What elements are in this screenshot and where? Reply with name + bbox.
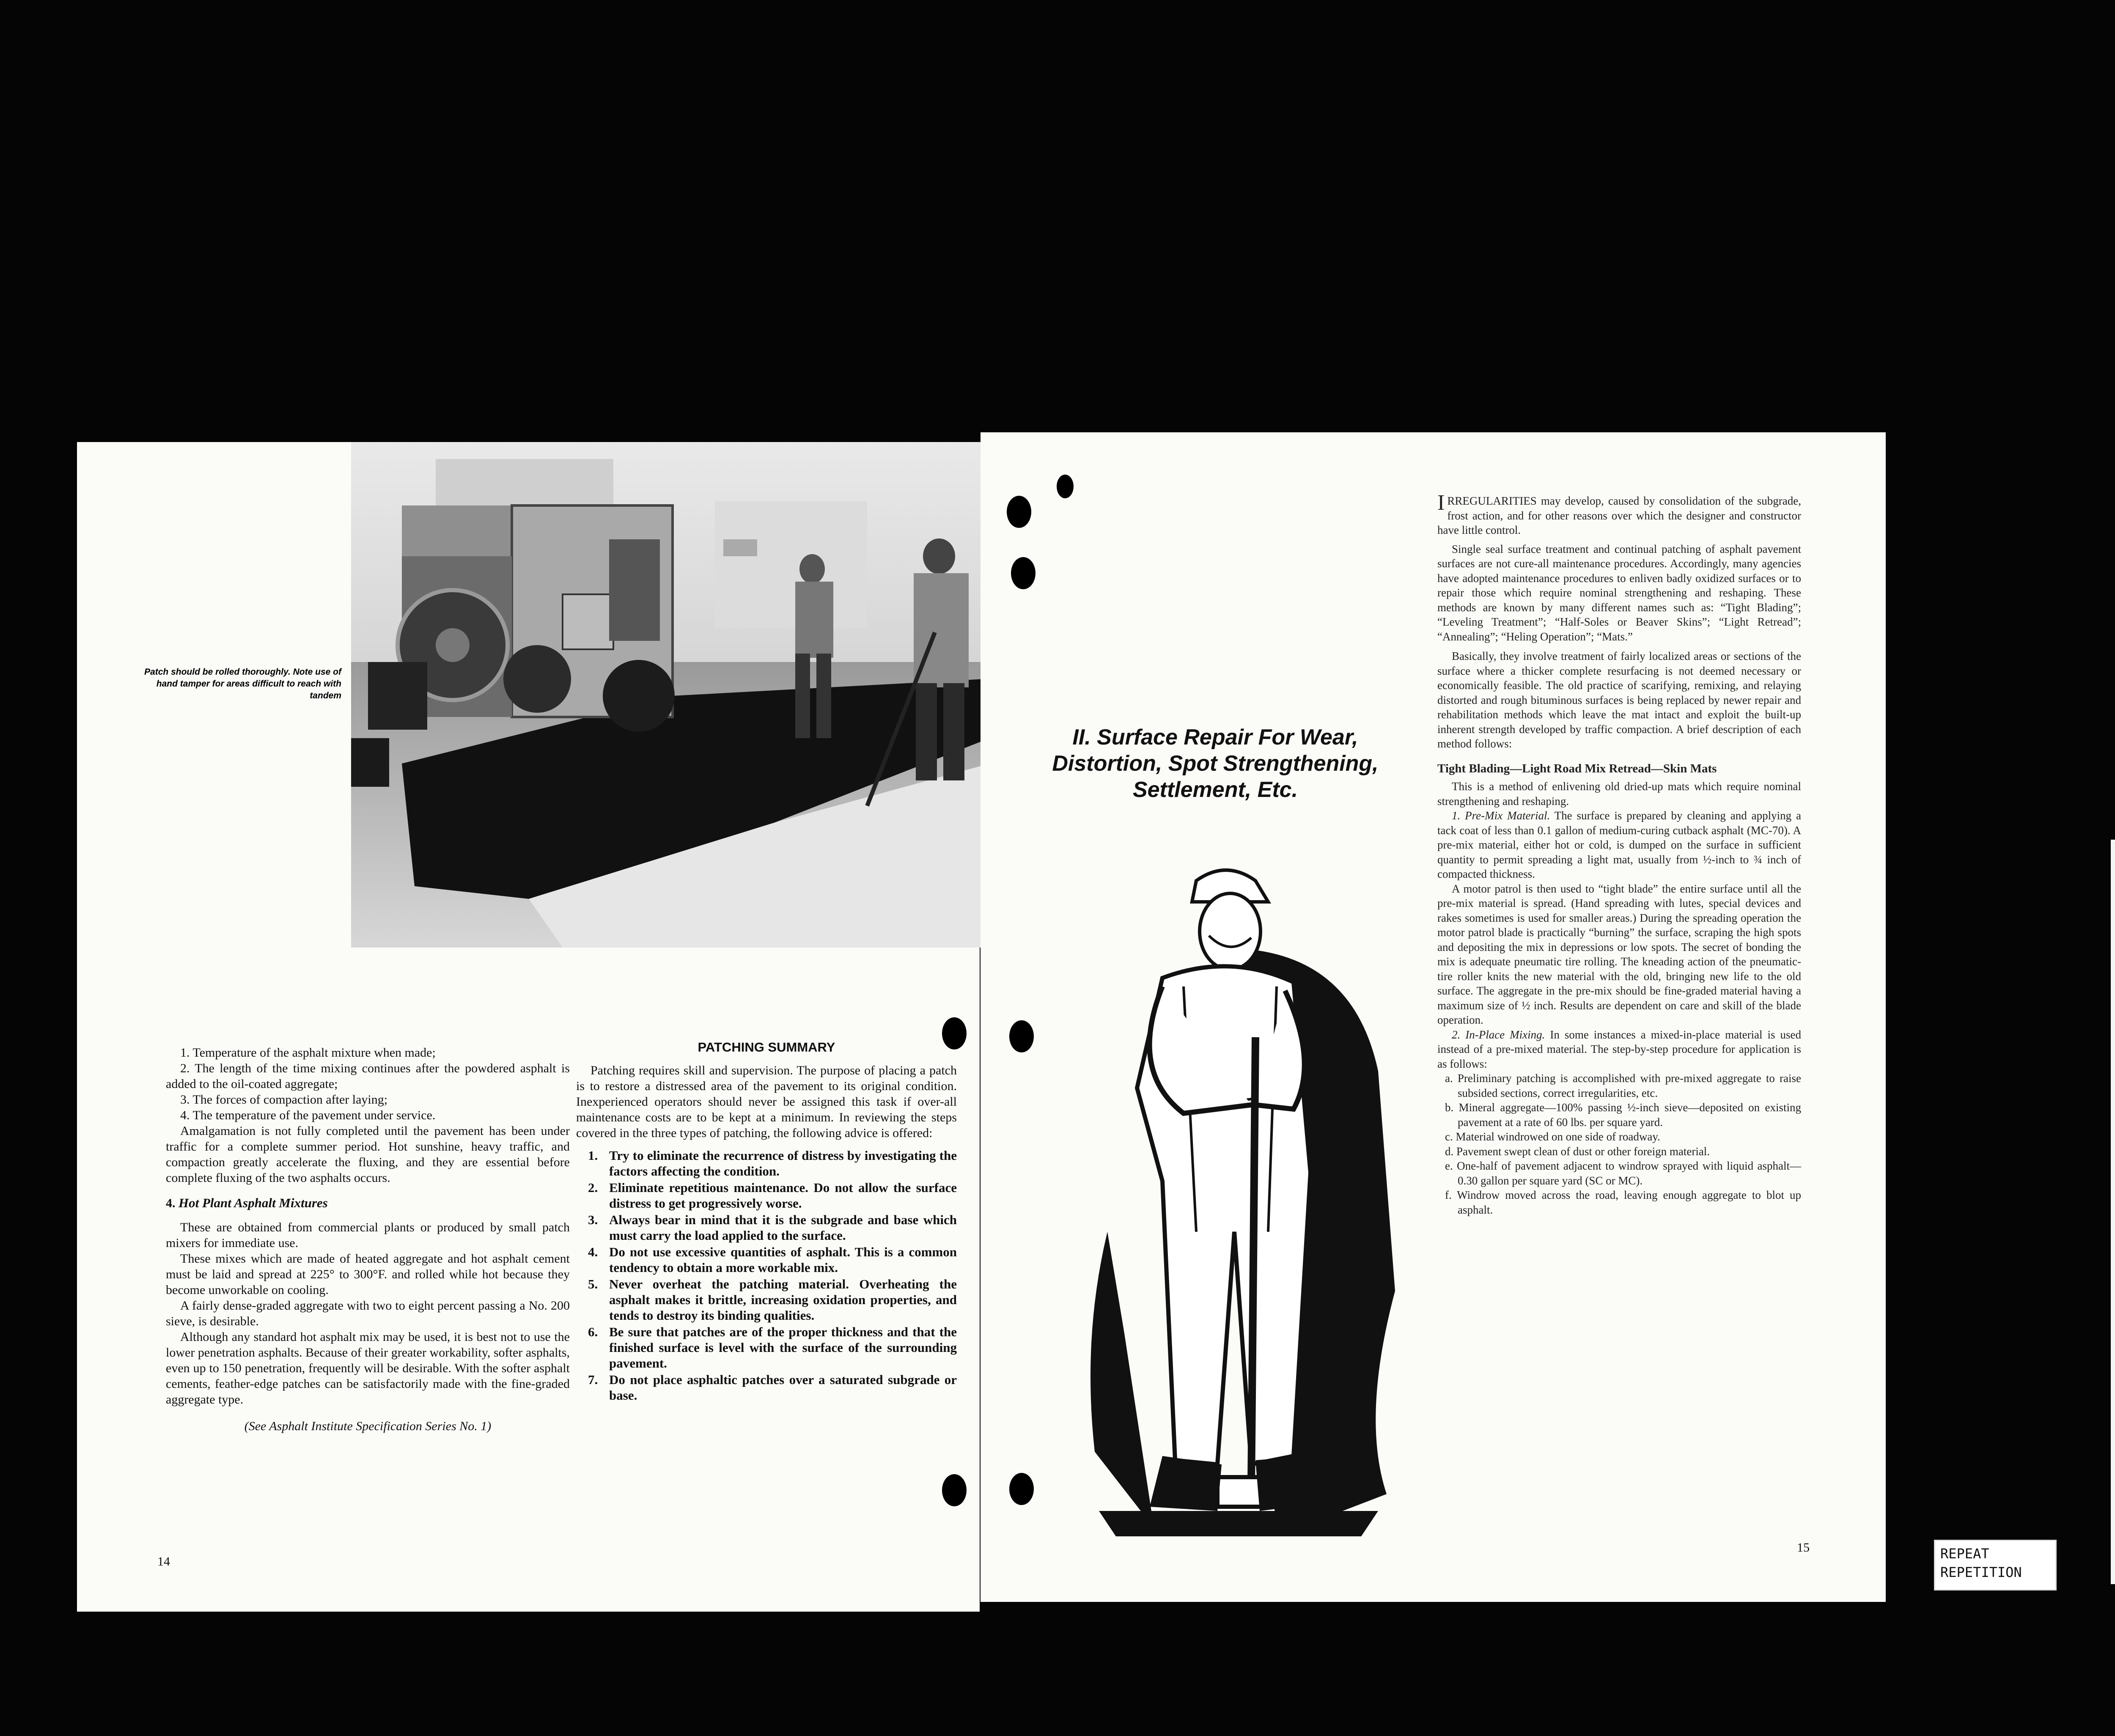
summary-title: PATCHING SUMMARY	[698, 1040, 835, 1055]
photo-caption: Patch should be rolled thoroughly. Note use of hand tamper for areas difficult to reach with tandem	[144, 667, 341, 700]
subheading: Tight Blading—Light Road Mix Retread—Skin Mats	[1437, 761, 1717, 775]
summary-intro: Patching requires skill and supervision. The purpose of placing a patch is to restore a distressed area of the pavement to its original condition. Inexperienced operators should never be assigned this task if over-all maintenance costs are to be kept at a minimum. In reviewing the steps covered in the three types of patching, the following advice is offered:	[576, 1063, 957, 1140]
right-text-column	[1437, 491, 1801, 1217]
procedure-steps	[1437, 1071, 1801, 1217]
left-column-1	[166, 1045, 570, 1434]
paragraph: Although any standard hot asphalt mix may be used, it is best not to use the lower penetration asphalts. Because of their greater workability, softer asphalts, even up to 150 penetration, frequently will be desirable. With the softer asphalt cements, feather-edge patches can be satisfactorily made with the fine-graded aggregate type.	[166, 1330, 570, 1406]
spec-reference: (See Asphalt Institute Specification Series No. 1)	[244, 1419, 492, 1433]
paragraph: A motor patrol is then used to “tight blade” the entire surface until all the pre-mix material is spread. (Hand spreading with lutes, special devices and rakes sometimes is used for smaller areas.) During the spreading operation the motor patrol blade is practically “burning” the surface, scraping the high spots and depositing the mix in depressions or low spots. The secret of bonding the mix is adequate pneumatic tire rolling. The kneading action of the pneumatic-tire roller knits the new material with the old, bringing new life to the old surface. The aggregate in the pre-mix should be fine-graded material having a maximum size of ½ inch. Results are dependent on care and skill of the blade operation.	[1437, 882, 1801, 1026]
binder-hole	[1007, 496, 1031, 528]
summary-steps	[588, 1148, 957, 1403]
binder-hole	[942, 1474, 967, 1506]
heading-number: 4.	[166, 1196, 176, 1210]
drop-cap: I	[1437, 491, 1445, 515]
list-item: c. Material windrowed on one side of roadway.	[1445, 1130, 1660, 1143]
repeat-label: REPEAT REPETITION	[1934, 1540, 2057, 1590]
paragraph: 1. Pre-Mix Material. The surface is prepared by cleaning and applying a tack coat of less than 0.1 gallon of medium-curing cutback asphalt (MC-70). A pre-mix material, either hot or cold, is dumped on the surface in sufficient quantity to permit spreading a light mat, usually from ½-inch to ¾ inch of compacted thickness.	[1437, 809, 1801, 880]
list-item: 1. Temperature of the asphalt mixture when made;	[180, 1046, 436, 1060]
paragraph: Single seal surface treatment and continual patching of asphalt pavement surfaces are not cure-all maintenance procedures. Accordingly, many agencies have adopted maintenance procedures to enliven badly oxidized surfaces or to repair those which require nominal strengthening and reshaping. These methods are known by many different names such as: “Tight Blading”; “Leveling Treatment”; “Half-Soles or Beaver Skins”; “Light Retread”; “Annealing”; “Heling Operation”; “Mats.”	[1437, 542, 1801, 643]
paragraph: 2. In-Place Mixing. In some instances a mixed-in-place material is used instead of a pre-mixed material. The step-by-step procedure for application is as follows:	[1437, 1028, 1801, 1070]
patching-summary	[576, 1039, 957, 1404]
page-number: 14	[157, 1555, 170, 1568]
list-item: 2. The length of the time mixing continues after the powdered asphalt is added to the oil-coated aggregate;	[166, 1061, 570, 1091]
paragraph: Basically, they involve treatment of fairly localized areas or sections of the surface where a thicker complete resurfacing is not deemed necessary or economically feasible. The old practice of scarifying, remixing, and relaying distorted and rough bituminous surfaces is being replaced by newer repair and rehabilitation methods which leave the mat intact and exploit the built-up inherent strength developed by traffic compaction. A brief description of each method follows:	[1437, 650, 1801, 750]
right-page	[981, 432, 1886, 1602]
intro-paragraph: I RREGULARITIES may develop, caused by consolidation of the subgrade, frost action, and for other reasons over which the designer and constructor have little control.	[1437, 491, 1801, 536]
list-item: 5. Never overheat the patching material. Overheating the asphalt makes it brittle, increasing oxidation properties, and tends to destroy its binding qualities.	[588, 1277, 957, 1323]
list-item: f. Windrow moved across the road, leaving enough aggregate to blot up asphalt.	[1445, 1189, 1801, 1216]
paragraph: Amalgamation is not fully completed until the pavement has been under traffic for a complete summer period. Hot sunshine, heavy traffic, and compaction greatly accelerate the fluxing, and they are essential before complete fluxing of the two asphalts occurs.	[166, 1124, 570, 1185]
paragraph: This is a method of enlivening old dried-up mats which require nominal strengthening and reshaping.	[1437, 780, 1801, 808]
binder-hole	[1009, 1020, 1034, 1052]
binder-hole	[1057, 475, 1074, 498]
archive-card-strip	[2111, 840, 2115, 1584]
binder-hole	[1009, 1473, 1034, 1505]
list-item: 1. Try to eliminate the recurrence of distress by investigating the factors affecting the condition.	[588, 1148, 957, 1178]
list-item: 6. Be sure that patches are of the proper thickness and that the finished surface is level with the surface of the surrounding pavement.	[588, 1324, 957, 1371]
section-heading	[166, 1195, 570, 1211]
list-item: e. One-half of pavement adjacent to windrow sprayed with liquid asphalt—0.30 gallon per square yard (SC or MC).	[1445, 1159, 1801, 1187]
list-item: b. Mineral aggregate—100% passing ½-inch sieve—deposited on existing pavement at a rate of 60 lbs. per square yard.	[1445, 1101, 1801, 1129]
list-item: 3. The forces of compaction after laying;	[180, 1093, 388, 1107]
binder-hole	[1011, 557, 1036, 589]
left-page	[77, 442, 980, 1612]
paragraph: These mixes which are made of heated aggregate and hot asphalt cement must be laid and spread at 225° to 300°F. and rolled while hot because they become unworkable on cooling.	[166, 1252, 570, 1297]
list-item: a. Preliminary patching is accomplished with pre-mixed aggregate to raise subsided sections, correct irregularities, etc.	[1445, 1072, 1801, 1099]
paragraph: These are obtained from commercial plants or produced by small patch mixers for immediate use.	[166, 1220, 570, 1250]
page-number: 15	[1797, 1541, 1810, 1555]
list-item: 2. Eliminate repetitious maintenance. Do not allow the surface distress to get progressively worse.	[588, 1180, 957, 1211]
list-item: d. Pavement swept clean of dust or other foreign material.	[1445, 1145, 1710, 1158]
worker-illustration	[1057, 851, 1416, 1553]
section-title: II. Surface Repair For Wear, Distortion, Spot Strengthening, Settlement, Etc.	[1052, 725, 1379, 802]
heading-text: Hot Plant Asphalt Mixtures	[179, 1195, 328, 1210]
list-item: 4. Do not use excessive quantities of asphalt. This is a common tendency to obtain a more workable mix.	[588, 1244, 957, 1275]
patching-photo	[351, 442, 990, 948]
list-item: 7. Do not place asphaltic patches over a saturated subgrade or base.	[588, 1372, 957, 1403]
list-item: 3. Always bear in mind that it is the subgrade and base which must carry the load applied to the surface.	[588, 1212, 957, 1243]
list-item: 4. The temperature of the pavement under service.	[180, 1108, 436, 1122]
paragraph: A fairly dense-graded aggregate with two to eight percent passing a No. 200 sieve, is desirable.	[166, 1299, 570, 1328]
